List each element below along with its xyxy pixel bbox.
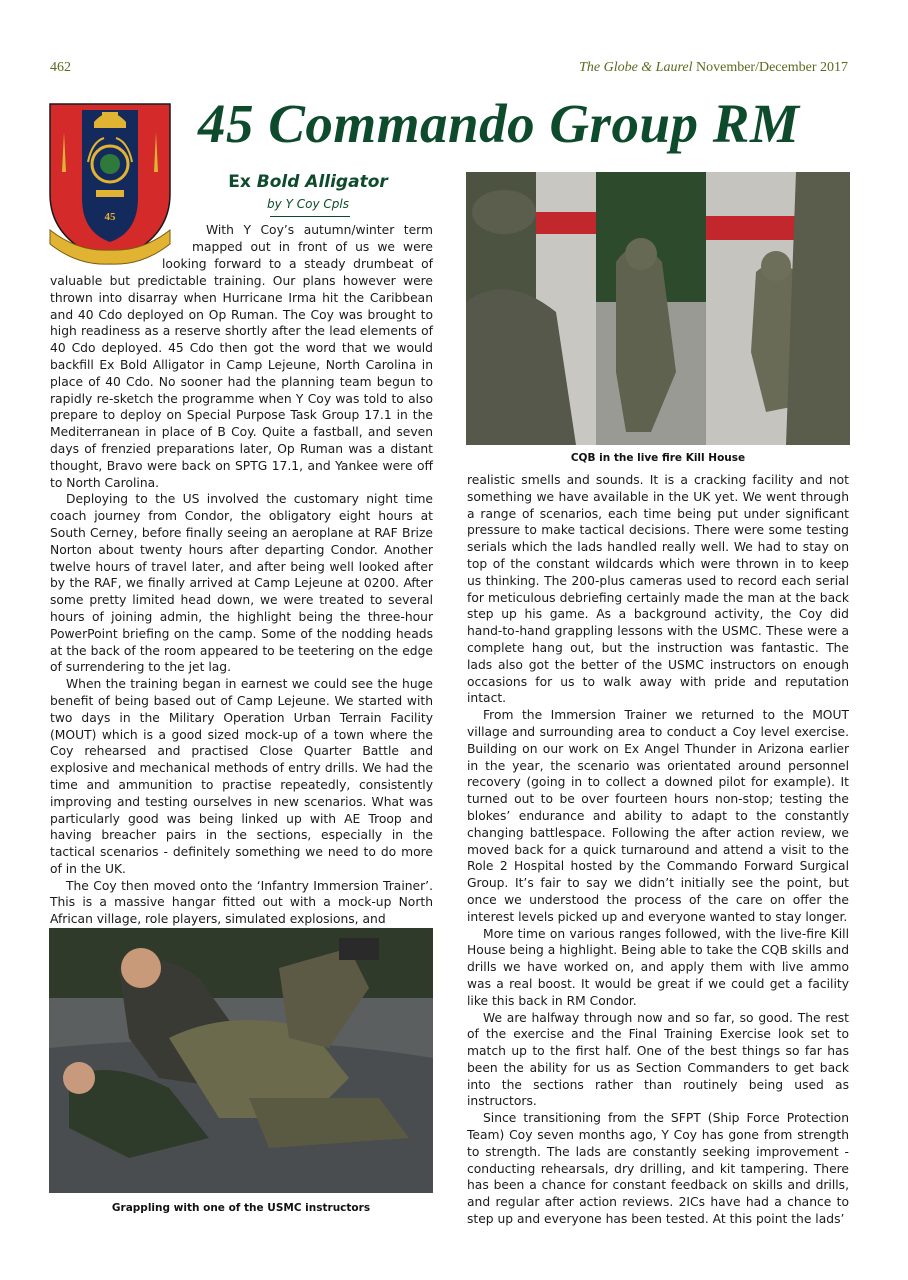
exercise-name: Bold Alligator — [256, 172, 388, 192]
paragraph: valuable but predictable training. Our plans however were thrown into disarray when Hurricane Irma hit the Caribbean and 40 Cdo deployed on Op Ruman. The Coy was brought to high readiness as a reserve shortly after the lead elements of 40 Cdo deployed. 45 Cdo then got the word that we would backfill Ex Bold Alligator in Camp Lejeune, North Carolina in place of 40 Cdo. No sooner had the planning team begun to rapidly re-sketch the programme when Y Coy was told to also prepare to deploy on Special Purpose Task Group 17.1 in the Mediterranean in place of B Coy. Quite a fastball, and seven days of frenzied preparations later, Op Ruman was a distant thought, Bravo were back on SPTG 17.1, and Yankee were off to North Carolina. — [50, 274, 433, 490]
opening-line-1: With Y Coy’s autumn/winter term — [206, 223, 433, 237]
byline: by Y Coy Cpls — [267, 197, 349, 211]
article-column-left — [50, 273, 433, 928]
cqb-caption: CQB in the live fire Kill House — [570, 452, 746, 464]
grappling-caption: Grappling with one of the USMC instructors — [111, 1202, 371, 1214]
page-number: 462 — [50, 60, 71, 75]
opening-line-3: looking forward to a steady drumbeat of — [162, 257, 433, 271]
grappling-photo — [49, 928, 433, 1193]
exercise-subtitle: Ex Bold Alligator — [228, 172, 388, 192]
paragraph: From the Immersion Trainer we returned to the MOUT village and surrounding area to conduct a Coy level exercise. Building on our work on Ex Angel Thunder in Arizona earlier in the year, the scenario was orientated around personnel recovery (going in to collect a downed pilot for example). It turned out to be over fourteen hours non-stop; testing the blokes’ endurance and ability to adapt to the constantly changing battlespace. Following the after action review, we moved back for a quick turnaround and attend a visit to the Role 2 Hospital hosted by the Commando Forward Surgical Group. It’s fair to say we didn’t initially see the point, but once we understood the process of the care on offer the interest levels picked up and everyone wanted to stay longer. — [467, 708, 849, 924]
paragraph: The Coy then moved onto the ‘Infantry Immersion Trainer’. This is a massive hangar fitted out with a mock-up North African village, role players, simulated explosions, and — [50, 878, 433, 927]
article-title: 45 Commando Group RM — [198, 93, 800, 154]
paragraph: Since transitioning from the SFPT (Ship Force Protection Team) Coy seven months ago, Y Coy has gone from strength to strength. The lads are constantly seeking improvement - conducting rehearsals, dry drilling, and kit tampering. There has been a chance for constant feedback on skills and drills, and regular after action reviews. 2ICs have had a chance to step up and everyone has been tested. At this point the lads’ — [467, 1111, 849, 1227]
byline-rule — [270, 216, 350, 217]
crest-number: 45 — [104, 211, 116, 223]
opening-line-2: mapped out in front of us we were — [192, 240, 433, 254]
issue-date: November/December 2017 — [696, 60, 848, 75]
issue-header — [579, 60, 848, 76]
paragraph: realistic smells and sounds. It is a cracking facility and not something we have available in the UK yet. We went through a range of scenarios, each time being put under significant pressure to make tactical decisions. There were some testing serials which the lads handled really well. We had to stay on top of the constant wildcards which were thrown in to keep us thinking. The 200-plus cameras used to record each serial for meticulous debriefing certainly made the man at the back step up his game. As a background activity, the Coy did hand-to-hand grappling lessons with the USMC. These were a complete hang out, but the instruction was fantastic. The lads also got the better of the USMC instructors on enough occasions for us to walk away with pride and reputation intact. — [467, 473, 849, 706]
article-column-right — [467, 472, 849, 1228]
cqb-photo — [466, 172, 850, 445]
paragraph: Deploying to the US involved the customary night time coach journey from Condor, the obligatory eight hours at South Cerney, before finally seeing an aeroplane at RAF Brize Norton about twenty hours after departing Condor. Another twelve hours of travel later, and after being well looked after by the RAF, we finally arrived at Camp Lejeune at 0200. After some pretty limited head down, we were treated to several hours of joining admin, the highlight being the three-hour PowerPoint briefing on the camp. Some of the nodding heads at the back of the room appeared to be teetering on the edge of surrendering to the jet lag. — [50, 492, 433, 675]
magazine-name: The Globe & Laurel — [579, 60, 693, 75]
paragraph: More time on various ranges followed, with the live-fire Kill House being a highlight. Being able to take the CQB skills and drills we have worked on, and apply them with live ammo was a real boost. It would be great if we could get a facility like this back in RM Condor. — [467, 926, 849, 1008]
grappling-photo-image — [49, 928, 433, 1193]
cqb-photo-image — [466, 172, 850, 445]
paragraph: When the training began in earnest we could see the huge benefit of being based out of Camp Lejeune. We started with two days in the Military Operation Urban Terrain Facility (MOUT) which is a good sized mock-up of a town where the Coy rehearsed and practised Close Quarter Battle and explosive and mechanical methods of entry drills. We had the time and ammunition to practise repeatedly, consistently improving and testing ourselves in new scenarios. What was particularly good was being linked up with AE Troop and having breacher pairs in the sections, especially in the tactical scenarios - definitely something we need to do more of in the UK. — [50, 677, 433, 876]
paragraph: We are halfway through now and so far, so good. The rest of the exercise and the Final Training Exercise look set to match up to the first half. One of the best things so far has been the ability for us as Section Commanders to get back into the sections rather than routinely being used as instructors. — [467, 1010, 849, 1109]
commando-crest-logo — [48, 102, 172, 272]
